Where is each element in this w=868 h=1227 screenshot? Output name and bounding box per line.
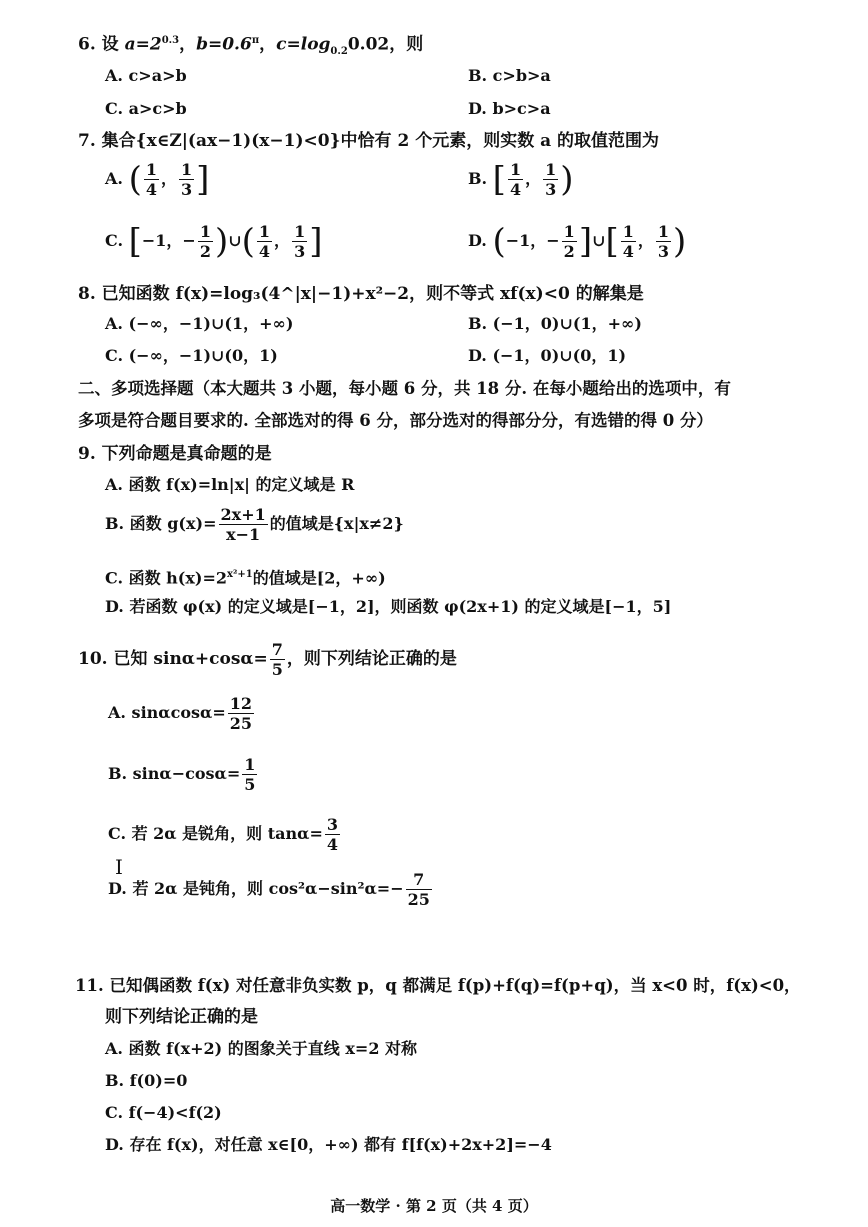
text-cursor-icon: I <box>115 855 123 879</box>
question-9-stem: 9. 下列命题是真命题的是 <box>78 444 272 464</box>
q6-option-b: B. c>b>a <box>468 66 551 85</box>
q11-option-b: B. f(0)=0 <box>105 1071 188 1090</box>
question-8-stem: 8. 已知函数 f(x)=log₃(4^|x|−1)+x²−2，则不等式 xf(x)<0 的解集是 <box>78 284 644 304</box>
q10-option-b: B. sinα−cosα= $\frac{1}{5}$ <box>108 755 256 794</box>
q9-option-c: C. 函数 $h(x)=2^{x^2+1}$的值域是[2，+∞) <box>105 568 386 588</box>
q7-option-a: A. ( $\frac{1}{4}$ ， $\frac{1}{3}$ ] <box>105 159 210 200</box>
q7-option-c: C. [−1，− $\frac{1}{2}$ )∪( $\frac{1}{4}$ ， $\frac{1}{3}$ ] <box>105 221 323 262</box>
page-footer: 高一数学 · 第 2 页（共 4 页） <box>330 1197 538 1215</box>
q8-option-a: A. (−∞，−1)∪(1，+∞) <box>105 314 294 333</box>
q6-option-d: D. b>c>a <box>468 99 551 118</box>
q7-option-b: B. [ $\frac{1}{4}$ ， $\frac{1}{3}$ ) <box>468 159 574 200</box>
q8-option-b: B. (−1，0)∪(1，+∞) <box>468 314 642 333</box>
section-2-header-line-1: 二、多项选择题（本大题共 3 小题，每小题 6 分，共 18 分. 在每小题给出的选项中，有 <box>78 379 731 398</box>
question-11-stem-2: 则下列结论正确的是 <box>105 1007 258 1027</box>
q10-option-d: D. 若 2α 是钝角，则 cos²α−sin²α=− $\frac{7}{25}$ <box>108 870 430 909</box>
question-6-stem: 6. 设 $a=2^{0.3}$，$b=0.6^\pi$，$c=\log_{0.2}0.02$，则 <box>78 34 424 58</box>
q10-option-a: A. sinαcosα= $\frac{12}{25}$ <box>108 694 252 733</box>
q9-option-b: B. 函数 g(x)= $\frac{2x+1}{x-1}$ 的值域是{x|x≠2} <box>105 505 404 544</box>
section-2-header-line-2: 多项是符合题目要求的. 全部选对的得 6 分，部分选对的得部分分，有选错的得 0 分） <box>78 411 713 430</box>
q7-option-d: D. (−1，− $\frac{1}{2}$ ]∪[ $\frac{1}{4}$ ， $\frac{1}{3}$ ) <box>468 221 687 262</box>
q11-option-d: D. 存在 f(x)，对任意 x∈[0，+∞) 都有 f[f(x)+2x+2]=−4 <box>105 1135 552 1154</box>
q8-option-d: D. (−1，0)∪(0，1) <box>468 346 627 365</box>
q9-option-d: D. 若函数 φ(x) 的定义域是[−1，2]，则函数 φ(2x+1) 的定义域是[−1，5] <box>105 597 672 616</box>
q8-option-c: C. (−∞，−1)∪(0，1) <box>105 346 278 365</box>
q9-option-a: A. 函数 f(x)=ln|x| 的定义域是 R <box>105 475 355 494</box>
question-10-stem: 10. 已知 sinα+cosα= $\frac{7}{5}$ ，则下列结论正确的是 <box>78 640 457 679</box>
q11-option-c: C. f(−4)<f(2) <box>105 1103 222 1122</box>
q11-option-a: A. 函数 f(x+2) 的图象关于直线 x=2 对称 <box>105 1039 418 1058</box>
question-11-stem: 11. 已知偶函数 f(x) 对任意非负实数 p，q 都满足 f(p)+f(q)=f(p+q)，当 x<0 时，f(x)<0， <box>75 976 801 995</box>
q6-option-c: C. a>c>b <box>105 99 187 118</box>
q6-option-a: A. c>a>b <box>105 66 187 85</box>
question-7-stem: 7. 集合{x∈Z|(ax−1)(x−1)<0}中恰有 2 个元素，则实数 a 的取值范围为 <box>78 131 660 151</box>
q10-option-c: C. 若 2α 是锐角，则 tanα= $\frac{3}{4}$ <box>108 815 339 854</box>
